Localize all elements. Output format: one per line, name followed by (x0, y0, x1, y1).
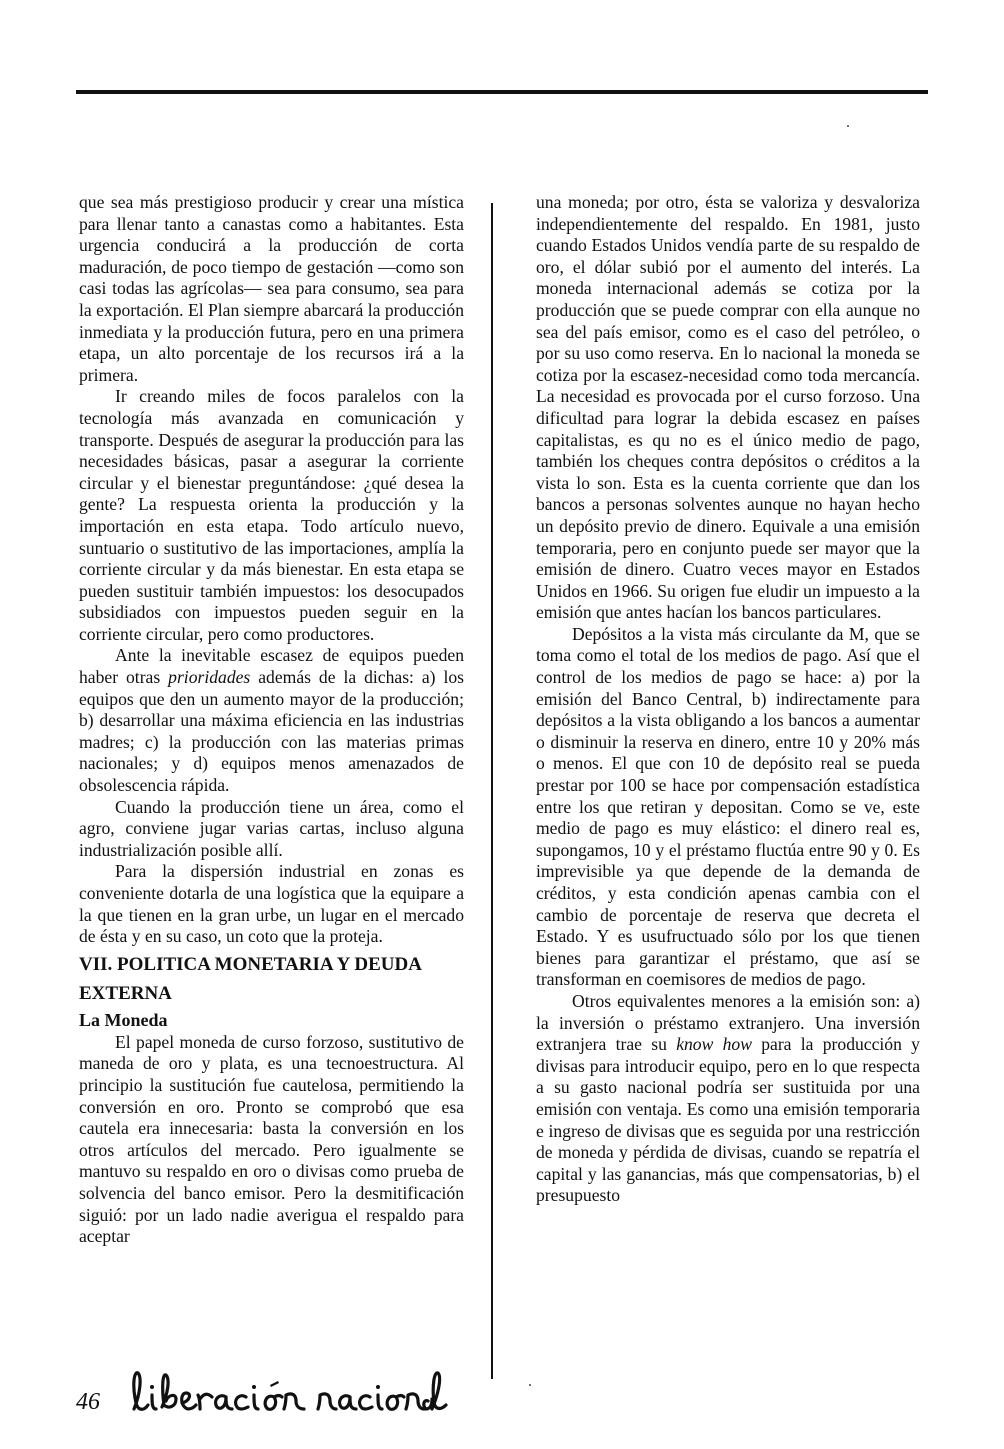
left-paragraph-4: Cuando la producción tiene un área, como el agro, conviene jugar varias cartas, incluso alguna industrialización posible allí. (79, 796, 464, 860)
right-paragraph-3 (536, 991, 920, 1207)
left-paragraph-3 (79, 645, 464, 796)
column-divider (491, 203, 493, 1379)
p3-text-after: además de la dichas: a) los equipos que den un aumento mayor de la producción; b) desarrollar una máxima eficiencia en las industrias madres; c) la producción con las materias primas nacionales; y d) equipos menos amenazados de obsolescencia rápida. (79, 667, 464, 796)
p3-text-after: para la producción y divisas para introducir equipo, pero en lo que respecta a su gasto nacional podría ser sustituida por una emisión con ventaja. Es como una emisión temporaria e ingreso de divisas que es seguida por una restricción de moneda y pérdida de divisas, cuando se repatría el capital y las ganancias, más que compensatorias, b) el presupuesto (536, 1034, 920, 1206)
p3-text-before: Otros equivalentes menores a la emisión son: a) la inversión o préstamo extranjero. Una inversión extranjera trae su (536, 990, 920, 1055)
p3-emphasis-prioridades: prioridades (168, 667, 251, 688)
page-number: 46 (76, 1389, 100, 1415)
masthead-logo (128, 1365, 448, 1421)
right-paragraph-2: Depósitos a la vista más circulante da M, que se toma como el total de los medios de pago. Así que el control de los medios de pago se hace: a) por la emisión del Banco Central, b) indirectamente para depósitos a la vista obligando a los bancos a aumentar o disminuir la reserva en dinero, entre 10 y 20% más o menos. El que con 10 de depósito real se pueda prestar por 100 se hace por compensación estadística entre los que retiran y depositan. Como se ve, este medio de pago es muy elástico: el dinero real es, supongamos, 10 y el préstamo fluctúa entre 90 y 0. Es imprevisible ya que depende de la demanda de créditos, y esta condición apenas cambia con el cambio de porcentaje de reserva que decreta el Estado. Y es usufructuado sólo por los que tienen bienes para garantizar el préstamo, que así se transforman en coemisores de medios de pago. (536, 623, 920, 990)
p3-emphasis-know-how: know how (676, 1034, 752, 1055)
print-speck (847, 125, 849, 127)
top-rule (76, 90, 928, 94)
left-paragraph-1: que sea más prestigioso producir y crear una mística para llenar tanto a canastas como a habitantes. Esta urgencia conducirá a la producción de corta maduración, de poco tiempo de gestación —como son casi todas las agrícolas— sea para consumo, sea para la exportación. El Plan siempre abarcará la producción inmediata y la producción futura, pero en una primera etapa, un alto porcentaje de los recursos irá a la primera. (79, 192, 464, 385)
left-paragraph-2: Ir creando miles de focos paralelos con la tecnología más avanzada en comunicación y transporte. Después de asegurar la producción para las necesidades básicas, pasar a asegurar la corriente circular y el bienestar preguntándose: ¿qué desea la gente? La respuesta orienta la producción y la importación en esta etapa. Todo artículo nuevo, suntuario o sustitutivo de las importaciones, amplía la corriente circular y da más bienestar. En esta etapa se pueden sustituir también impuestos: los desocupados subsidiados con impuestos pueden seguir en la corriente circular, pero como productores. (79, 386, 464, 644)
left-paragraph-5: Para la dispersión industrial en zonas es conveniente dotarla de una logística que la equipare a la que tienen en la gran urbe, un lugar en el mercado de ésta y en su caso, un coto que la proteja. (79, 861, 464, 947)
p3-text-before: Ante la inevitable escasez de equipos pueden haber otras (79, 645, 464, 688)
print-speck (529, 1384, 531, 1386)
subheading-la-moneda: La Moneda (79, 1009, 168, 1030)
left-paragraph-6: El papel moneda de curso forzoso, sustitutivo de maneda de oro y plata, es una tecnoestructura. Al principio la sustitución fue cautelosa, permitiendo la conversión en oro. Pronto se comprobó que esa cautela era innecesaria: basta la conversión en los otros artículos del mercado. Pero igualmente se mantuvo su respaldo en oro o divisas como prueba de solvencia del banco emisor. Pero la desmitificación siguió: por un lado nadie averigua el respaldo para aceptar (79, 1031, 464, 1247)
left-column (79, 192, 464, 1248)
right-paragraph-1: una moneda; por otro, ésta se valoriza y desvaloriza independientemente del respaldo. En 1981, justo cuando Estados Unidos vendía parte de su respaldo de oro, el dólar subió por el aumento del interés. La moneda internacional además se cotiza por la producción que se puede comprar con ella aunque no sea del país emisor, como es el caso del petróleo, o por su uso como reserva. En lo nacional la moneda se cotiza por la escasez-necesidad como toda mercancía. La necesidad es provocada por el curso forzoso. Una dificultad para lograr la debida escasez en países capitalistas, es qu no es el único medio de pago, también los cheques contra depósitos o créditos a la vista lo son. Esta es la cuenta corriente que dan los bancos a personas solventes aunque no hayan hecho un depósito previo de dinero. Equivale a una emisión temporaria, pero en conjunto puede ser mayor que la emisión de dinero. Cuatro veces mayor en Estados Unidos en 1966. Su origen fue eludir un impuesto a la emisión que antes hacían los bancos particulares. (536, 192, 920, 623)
section-heading: VII. POLITICA MONETARIA Y DEUDA EXTERNA (79, 953, 421, 1004)
right-column (536, 192, 920, 1207)
